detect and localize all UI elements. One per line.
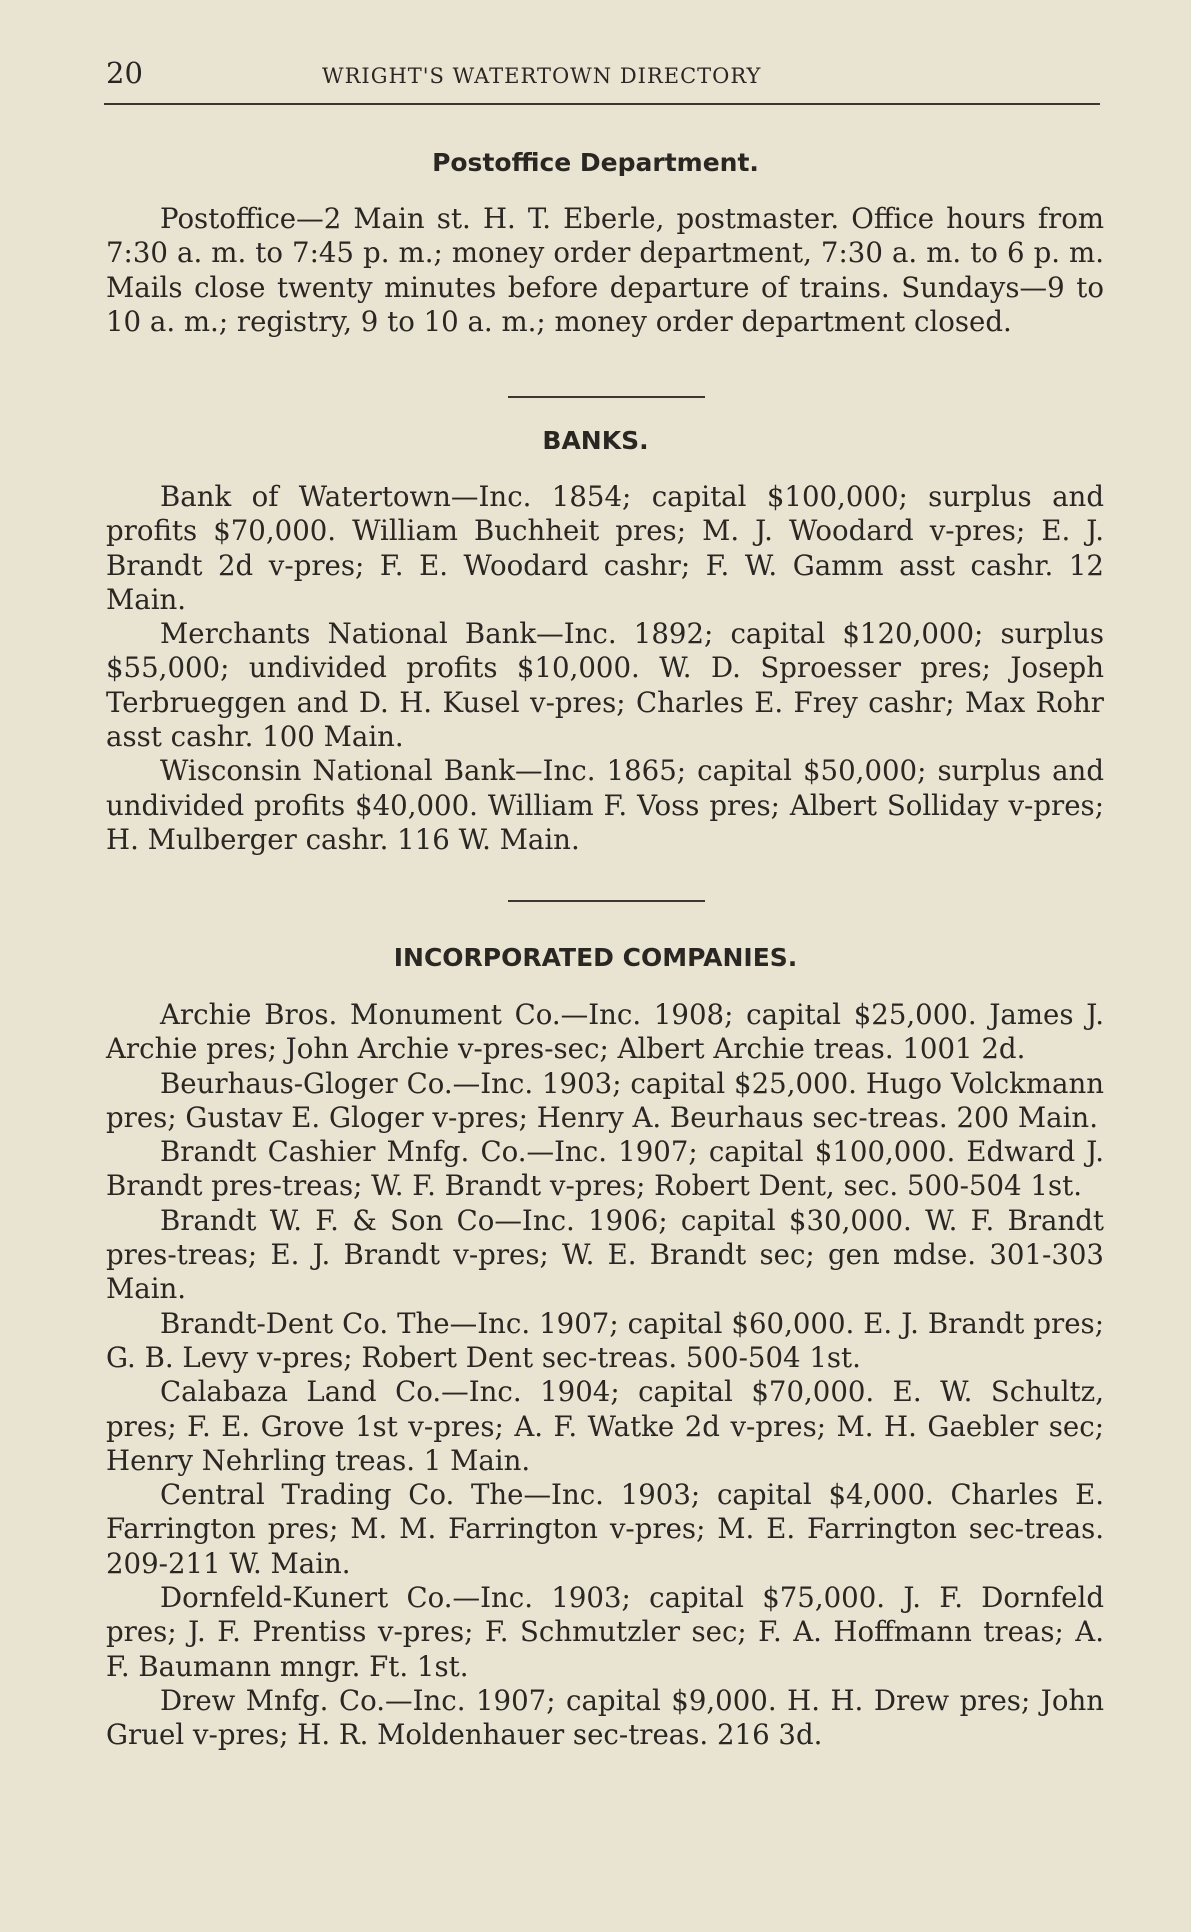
postoffice-section [106, 202, 1104, 339]
banks-heading: BANKS. [542, 426, 649, 455]
company-entry: Calabaza Land Co.—Inc. 1904; capital $70,000. E. W. Schultz, pres; F. E. Grove 1st v-pres; A. F. Watke 2d v-pres; M. H. Gaebler sec; Henry Nehrling treas. 1 Main. [106, 1375, 1104, 1477]
section-divider [508, 396, 705, 398]
running-title: WRIGHT'S WATERTOWN DIRECTORY [322, 64, 762, 88]
page-number: 20 [106, 56, 143, 90]
company-entry: Dornfeld-Kunert Co.—Inc. 1903; capital $75,000. J. F. Dornfeld pres; J. F. Prentiss v-pres; F. Schmutzler sec; F. A. Hoffmann treas; A. F. Baumann mngr. Ft. 1st. [106, 1581, 1104, 1683]
banks-section [106, 480, 1104, 857]
company-entry: Archie Bros. Monument Co.—Inc. 1908; capital $25,000. James J. Archie pres; John Archie v-pres-sec; Albert Archie treas. 1001 2d. [106, 998, 1104, 1066]
bank-entry: Bank of Watertown—Inc. 1854; capital $100,000; surplus and profits $70,000. William Buchheit pres; M. J. Woodard v-pres; E. J. Brandt 2d v-pres; F. E. Woodard cashr; F. W. Gamm asst cashr. 12 Main. [106, 480, 1104, 616]
page-header [104, 56, 1100, 96]
companies-section [106, 998, 1104, 1753]
bank-entry: Wisconsin National Bank—Inc. 1865; capital $50,000; surplus and undivided profits $40,000. William F. Voss pres; Albert Solliday v-pres; H. Mulberger cashr. 116 W. Main. [106, 754, 1104, 856]
postoffice-heading: Postoffice Department. [432, 148, 759, 177]
company-entry: Brandt-Dent Co. The—Inc. 1907; capital $60,000. E. J. Brandt pres; G. B. Levy v-pres; Robert Dent sec-treas. 500-504 1st. [106, 1306, 1104, 1374]
company-entry: Brandt Cashier Mnfg. Co.—Inc. 1907; capital $100,000. Edward J. Brandt pres-treas; W. F. Brandt v-pres; Robert Dent, sec. 500-504 1st. [106, 1135, 1104, 1203]
company-entry: Central Trading Co. The—Inc. 1903; capital $4,000. Charles E. Farrington pres; M. M. Farrington v-pres; M. E. Farrington sec-treas. 209-211 W. Main. [106, 1478, 1104, 1580]
bank-entry: Merchants National Bank—Inc. 1892; capital $120,000; surplus $55,000; undivided profits $10,000. W. D. Sproesser pres; Joseph Terbrueggen and D. H. Kusel v-pres; Charles E. Frey cashr; Max Rohr asst cashr. 100 Main. [106, 617, 1104, 754]
postoffice-text: Postoffice—2 Main st. H. T. Eberle, postmaster. Office hours from 7:30 a. m. to 7:45 p. m.; money order department, 7:30 a. m. to 6 p. m. Mails close twenty minutes before departure of trains. Sundays—9 to 10 a. m.; registry, 9 to 10 a. m.; money order department closed. [106, 202, 1104, 338]
section-divider [508, 900, 705, 902]
company-entry: Brandt W. F. & Son Co—Inc. 1906; capital $30,000. W. F. Brandt pres-treas; E. J. Brandt v-pres; W. E. Brandt sec; gen mdse. 301-303 Main. [106, 1203, 1104, 1306]
company-entry: Beurhaus-Gloger Co.—Inc. 1903; capital $25,000. Hugo Volckmann pres; Gustav E. Gloger v-pres; Henry A. Beurhaus sec-treas. 200 Main. [106, 1066, 1104, 1134]
companies-heading: INCORPORATED COMPANIES. [393, 943, 798, 972]
company-entry: Drew Mnfg. Co.—Inc. 1907; capital $9,000. H. H. Drew pres; John Gruel v-pres; H. R. Moldenhauer sec-treas. 216 3d. [106, 1683, 1104, 1752]
header-rule [104, 103, 1100, 105]
